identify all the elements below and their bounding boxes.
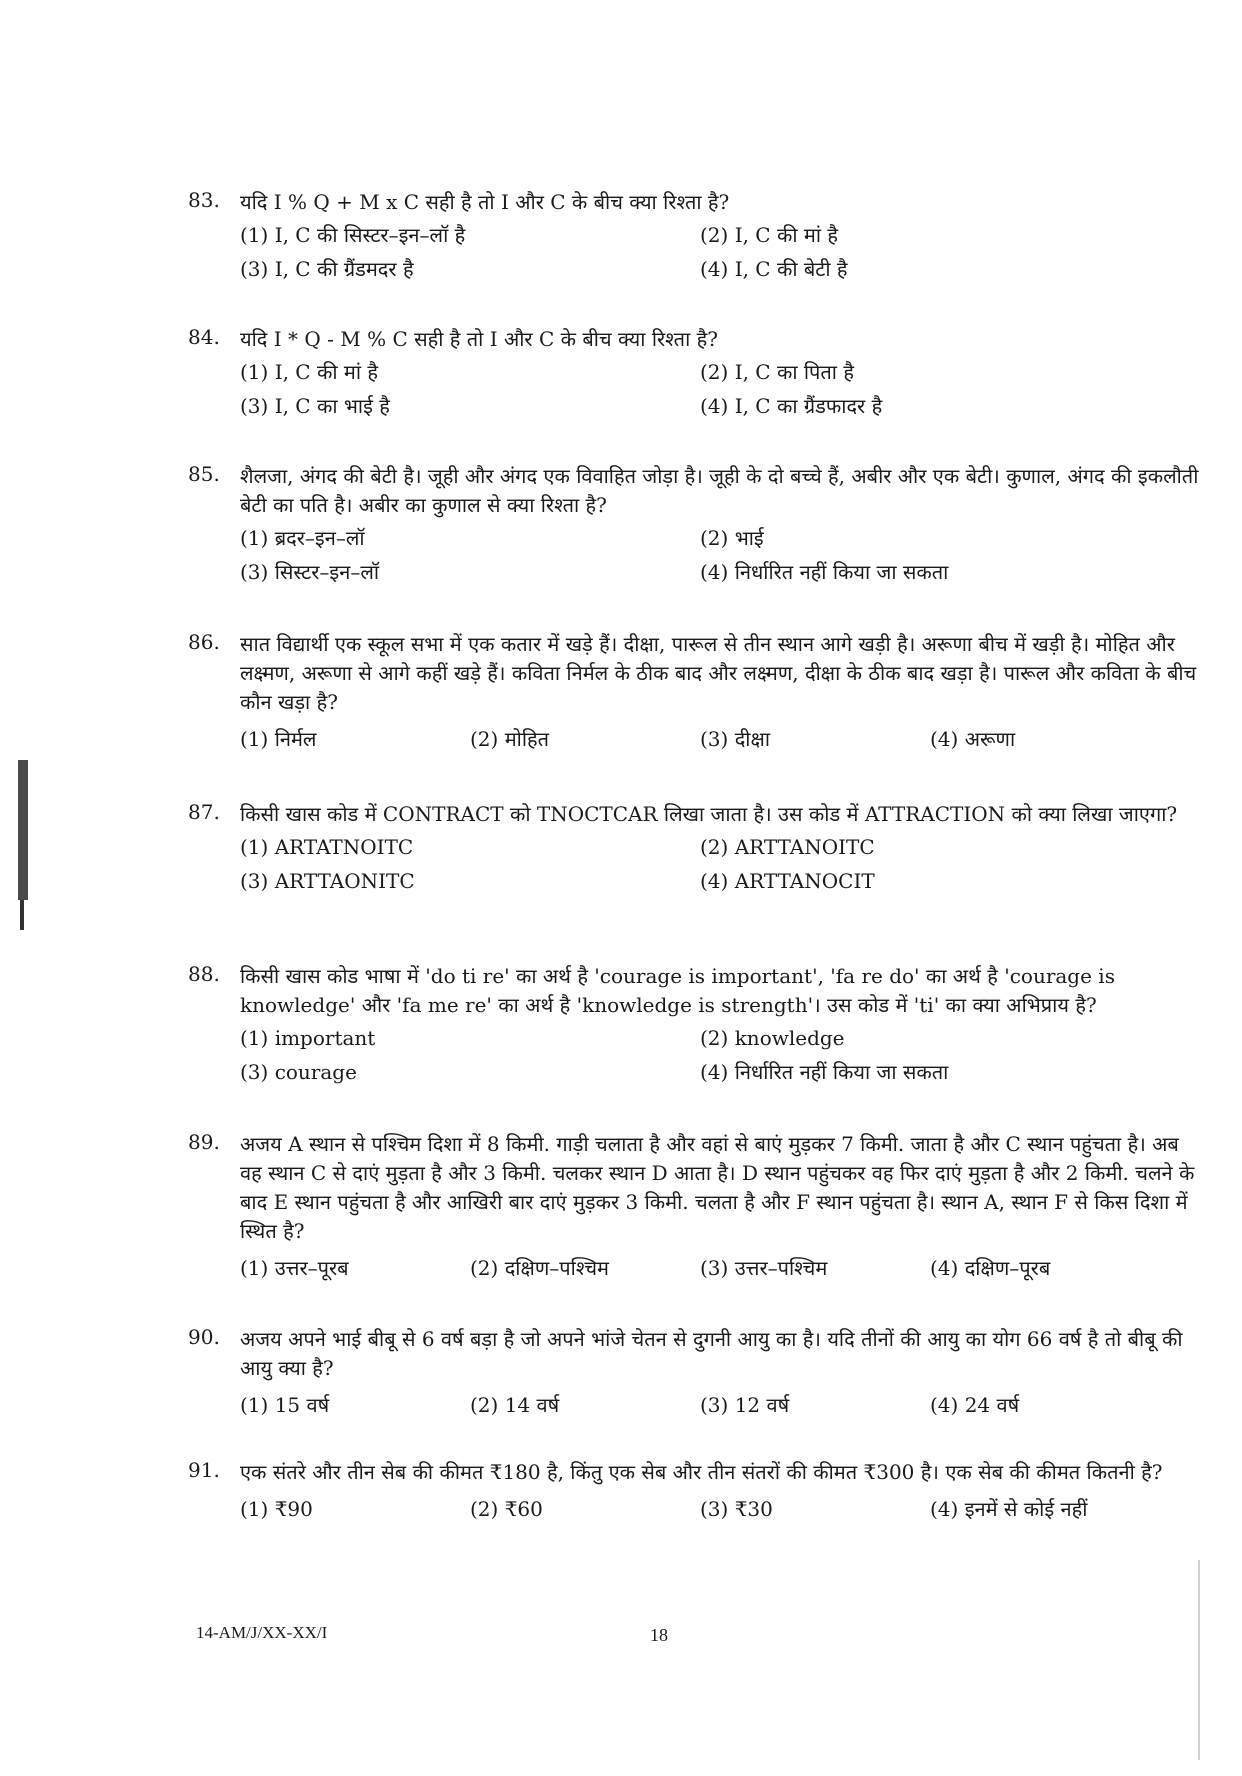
option-3: (3) I, C का भाई है	[240, 394, 390, 418]
option-1: (1) important	[240, 1026, 376, 1050]
options	[240, 221, 1200, 283]
options	[240, 358, 1200, 420]
page-number: 18	[650, 1625, 668, 1645]
question-text: किसी खास कोड भाषा में 'do ti re' का अर्थ है 'courage is important', 'fa re do' का अर्थ है 'courage is knowledge' और 'fa me re' का अर्थ है 'knowledge is strength'। उस कोड में 'ti' का क्या अभिप्राय है?	[240, 964, 1115, 1017]
question-number: 90.	[188, 1325, 220, 1349]
option-2: (2) ₹60	[470, 1497, 543, 1521]
question-text: अजय अपने भाई बीबू से 6 वर्ष बड़ा है जो अपने भांजे चेतन से दुगनी आयु का है। यदि तीनों की आयु का योग 66 वर्ष है तो बीबू की आयु क्या है?	[240, 1327, 1183, 1380]
option-3: (3) courage	[240, 1060, 357, 1084]
option-1: (1) उत्तर–पूरब	[240, 1256, 349, 1280]
question-number: 83.	[188, 188, 220, 212]
option-4: (4) ARTTANOCIT	[700, 869, 875, 893]
option-3: (3) ARTTAONITC	[240, 869, 415, 893]
question-84	[188, 325, 1200, 420]
question-90	[188, 1325, 1200, 1419]
question-text: शैलजा, अंगद की बेटी है। जूही और अंगद एक विवाहित जोड़ा है। जूही के दो बच्चे हैं, अबीर और एक बेटी। कुणाल, अंगद की इकलौती बेटी का पति है। अबीर का कुणाल से क्या रिश्ता है?	[240, 464, 1199, 517]
question-83	[188, 188, 1200, 283]
question-89	[188, 1130, 1200, 1282]
question-86	[188, 630, 1200, 753]
option-3: (3) 12 वर्ष	[700, 1393, 790, 1417]
option-1: (1) I, C की मां है	[240, 360, 378, 384]
options	[240, 725, 1200, 753]
option-4: (4) निर्धारित नहीं किया जा सकता	[700, 1060, 949, 1084]
question-87	[188, 800, 1200, 895]
option-4: (4) I, C की बेटी है	[700, 257, 848, 281]
scan-edge-line	[1198, 1560, 1200, 1760]
question-number: 84.	[188, 325, 220, 349]
scan-margin-mark	[20, 900, 24, 930]
question-88	[188, 962, 1200, 1086]
question-text: एक संतरे और तीन सेब की कीमत ₹180 है, किंतु एक सेब और तीन संतरों की कीमत ₹300 है। एक सेब की कीमत कितनी है?	[240, 1460, 1163, 1484]
option-4: (4) दक्षिण–पूरब	[930, 1256, 1051, 1280]
question-text: किसी खास कोड में CONTRACT को TNOCTCAR लिखा जाता है। उस कोड में ATTRACTION को क्या लिखा जाएगा?	[240, 802, 1178, 826]
option-1: (1) 15 वर्ष	[240, 1393, 330, 1417]
question-text: सात विद्यार्थी एक स्कूल सभा में एक कतार में खड़े हैं। दीक्षा, पारूल से तीन स्थान आगे खड़ी है। अरूणा बीच में खड़ी है। मोहित और लक्ष्मण, अरूणा से आगे कहीं खड़े हैं। कविता निर्मल के ठीक बाद और लक्ष्मण, दीक्षा के ठीक बाद खड़ा है। पारूल और कविता के बीच कौन खड़ा है?	[240, 632, 1197, 714]
question-91	[188, 1458, 1200, 1523]
question-number: 87.	[188, 800, 220, 824]
option-1: (1) ARTATNOITC	[240, 835, 414, 859]
option-2: (2) 14 वर्ष	[470, 1393, 560, 1417]
question-number: 86.	[188, 630, 220, 654]
option-3: (3) ₹30	[700, 1497, 773, 1521]
option-1: (1) ब्रदर–इन–लॉ	[240, 526, 365, 550]
option-1: (1) I, C की सिस्टर–इन–लॉ है	[240, 223, 466, 247]
options	[240, 1024, 1200, 1086]
footer-booklet-code: 14-AM/J/XX-XX/I	[196, 1623, 328, 1642]
scan-margin-mark	[18, 760, 28, 900]
option-3: (3) उत्तर–पश्चिम	[700, 1256, 828, 1280]
options	[240, 524, 1200, 586]
question-text: अजय A स्थान से पश्चिम दिशा में 8 किमी. गाड़ी चलाता है और वहां से बाएं मुड़कर 7 किमी. जाता है और C स्थान पहुंचता है। अब वह स्थान C से दाएं मुड़ता है और 3 किमी. चलकर स्थान D आता है। D स्थान पहुंचकर वह फिर दाएं मुड़ता है और 2 किमी. चलने के बाद E स्थान पहुंचता है और आखिरी बार दाएं मुड़कर 3 किमी. चलता है और F स्थान पहुंचता है। स्थान A, स्थान F से किस दिशा में स्थित है?	[240, 1132, 1195, 1243]
options	[240, 1495, 1200, 1523]
options	[240, 1254, 1200, 1282]
question-number: 85.	[188, 462, 220, 486]
option-3: (3) I, C की ग्रैंडमदर है	[240, 257, 414, 281]
option-4: (4) इनमें से कोई नहीं	[930, 1497, 1088, 1521]
option-4: (4) निर्धारित नहीं किया जा सकता	[700, 560, 949, 584]
option-3: (3) दीक्षा	[700, 727, 771, 751]
options	[240, 1391, 1200, 1419]
option-2: (2) I, C का पिता है	[700, 360, 854, 384]
option-1: (1) निर्मल	[240, 727, 317, 751]
option-2: (2) भाई	[700, 526, 764, 550]
question-text: यदि I % Q + M x C सही है तो I और C के बीच क्या रिश्ता है?	[240, 190, 730, 214]
option-2: (2) मोहित	[470, 727, 550, 751]
option-2: (2) I, C की मां है	[700, 223, 838, 247]
options	[240, 833, 1200, 895]
option-4: (4) I, C का ग्रैंडफादर है	[700, 394, 883, 418]
option-3: (3) सिस्टर–इन–लॉ	[240, 560, 380, 584]
option-4: (4) 24 वर्ष	[930, 1393, 1020, 1417]
question-text: यदि I * Q - M % C सही है तो I और C के बीच क्या रिश्ता है?	[240, 327, 718, 351]
option-4: (4) अरूणा	[930, 727, 1016, 751]
option-2: (2) दक्षिण–पश्चिम	[470, 1256, 609, 1280]
question-number: 88.	[188, 962, 220, 986]
option-1: (1) ₹90	[240, 1497, 313, 1521]
question-number: 91.	[188, 1458, 220, 1482]
option-2: (2) knowledge	[700, 1026, 845, 1050]
option-2: (2) ARTTANOITC	[700, 835, 875, 859]
question-85	[188, 462, 1200, 586]
question-number: 89.	[188, 1130, 220, 1154]
